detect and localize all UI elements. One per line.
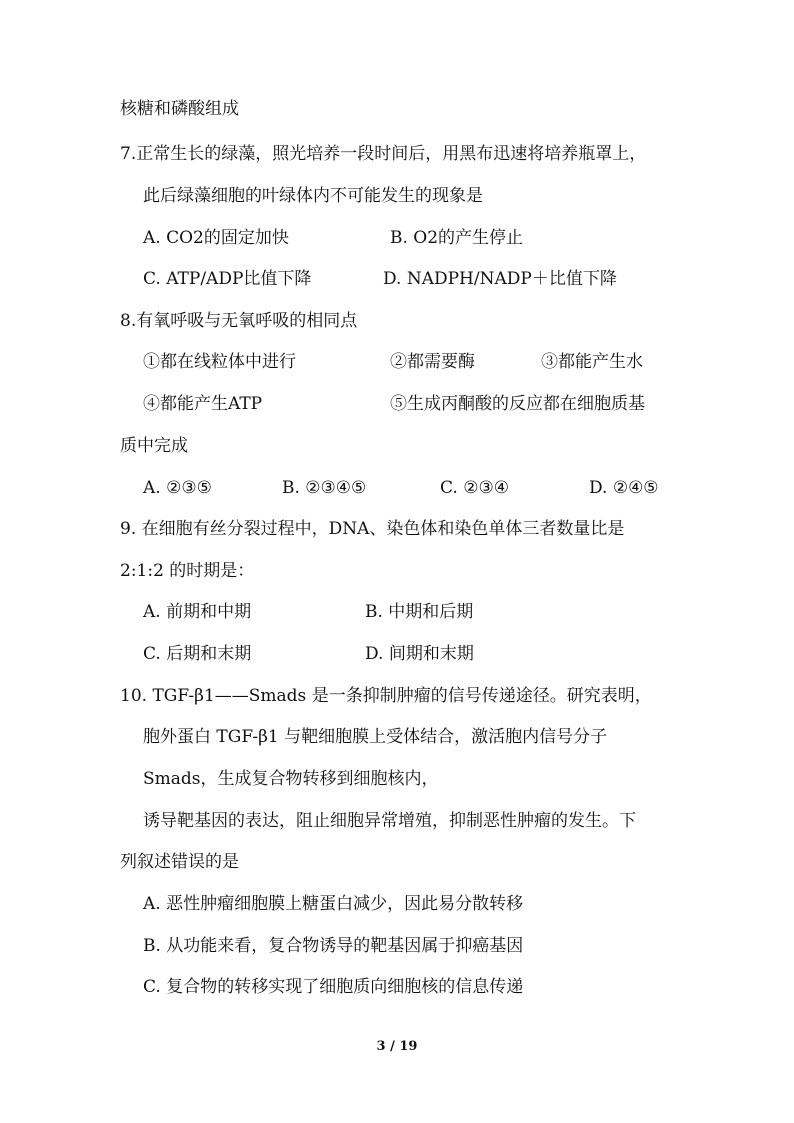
- question-8-stem: 8.有氧呼吸与无氧呼吸的相同点: [120, 311, 358, 331]
- statement-3: ③都能产生水: [541, 352, 643, 372]
- question-9-stem-cont: 2:1:2 的时期是：: [120, 561, 255, 581]
- statement-1: ①都在线粒体中进行: [143, 352, 296, 372]
- option-8d: D. ②④⑤: [589, 478, 659, 498]
- question-9-stem: 9. 在细胞有丝分裂过程中，DNA、染色体和染色单体三者数量比是: [120, 519, 625, 539]
- statement-5: ⑤生成丙酮酸的反应都在细胞质基: [390, 394, 645, 414]
- question-10-stem-cont-2: Smads，生成复合物转移到细胞核内，: [143, 769, 439, 789]
- option-9d: D. 间期和末期: [365, 644, 474, 664]
- question-10-stem-cont-1: 胞外蛋白 TGF-β1 与靶细胞膜上受体结合，激活胞内信号分子: [143, 727, 608, 747]
- option-9c: C. 后期和末期: [143, 644, 252, 664]
- option-7c: C. ATP/ADP比值下降: [143, 269, 312, 289]
- question-7-stem-cont: 此后绿藻细胞的叶绿体内不可能发生的现象是: [143, 186, 483, 206]
- option-7a: A. CO2的固定加快: [143, 228, 289, 248]
- page-number: 3 / 19: [376, 1039, 418, 1054]
- option-7d: D. NADPH/NADP＋比值下降: [383, 269, 617, 289]
- question-7-stem: 7.正常生长的绿藻，照光培养一段时间后，用黑布迅速将培养瓶罩上，: [120, 144, 647, 164]
- question-10-stem-cont-4: 列叙述错误的是: [120, 852, 239, 872]
- option-10a: A. 恶性肿瘤细胞膜上糖蛋白减少，因此易分散转移: [143, 894, 524, 914]
- statement-4: ④都能产生ATP: [143, 394, 263, 414]
- option-10c: C. 复合物的转移实现了细胞质向细胞核的信息传递: [143, 977, 524, 997]
- text-line: 核糖和磷酸组成: [120, 99, 239, 119]
- statement-2: ②都需要酶: [390, 352, 475, 372]
- question-10-stem: 10. TGF-β1——Smads 是一条抑制肿瘤的信号传递途径。研究表明，: [120, 686, 652, 706]
- option-9b: B. 中期和后期: [365, 602, 474, 622]
- statement-5-cont: 质中完成: [120, 436, 188, 456]
- question-10-stem-cont-3: 诱导靶基因的表达，阻止细胞异常增殖，抑制恶性肿瘤的发生。下: [143, 811, 636, 831]
- option-8b: B. ②③④⑤: [282, 478, 367, 498]
- option-9a: A. 前期和中期: [143, 602, 252, 622]
- option-7b: B. O2的产生停止: [390, 228, 524, 248]
- option-8c: C. ②③④: [440, 478, 509, 498]
- option-10b: B. 从功能来看，复合物诱导的靶基因属于抑癌基因: [143, 936, 524, 956]
- option-8a: A. ②③⑤: [143, 478, 212, 498]
